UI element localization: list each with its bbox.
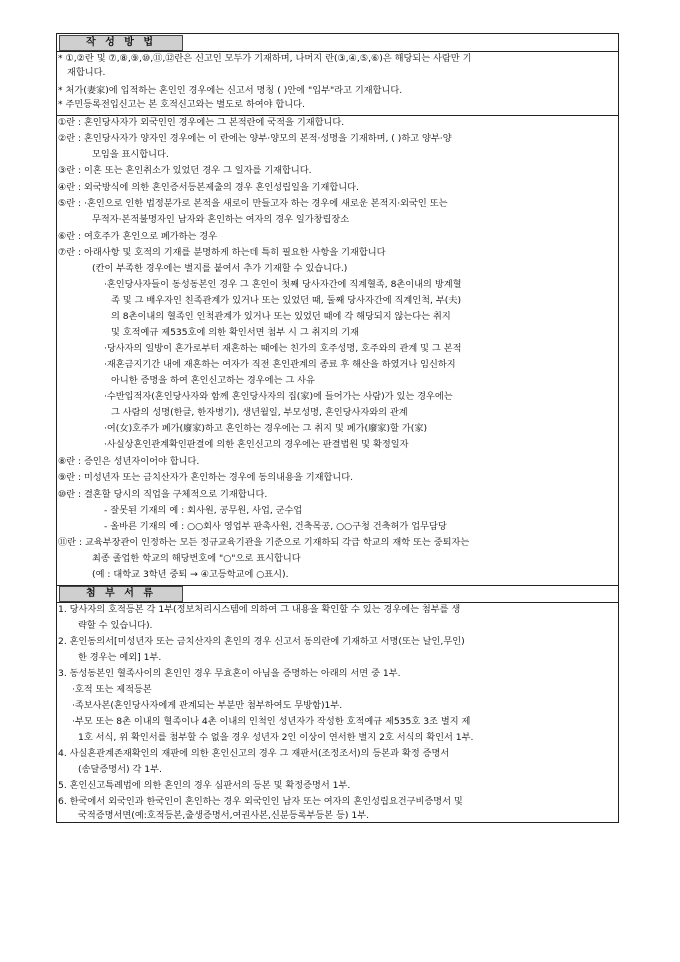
item-instruction: ④란 : 외국방식에 의한 혼인증서등본제출의 경우 혼인성립일을 기재합니다.	[58, 182, 359, 193]
item-instruction: ⑧란 : 증인은 성년자이어야 합니다.	[58, 456, 200, 467]
attachment-item: 4. 사실혼관계존재확인의 재판에 의한 혼인신고의 경우 그 재판서(조정조서)의 등본과 확정 증명서	[58, 748, 450, 759]
item-instruction: 모임을 표시합니다.	[92, 149, 169, 160]
general-note: * ①,②란 및 ⑦,⑧,⑨,⑩,⑪,⑫란은 신고인 모두가 기재하며, 나머지 란(③,④,⑤,⑥)은 해당되는 사람만 기	[58, 53, 472, 64]
item-instruction: ⑦란 : 아래사항 및 호적의 기재를 분명하게 하는데 특히 필요한 사항을 기재합니다	[58, 247, 386, 258]
attachment-item: 국적증명서면(예:호적등본,출생증명서,여권사본,신분등록부등본 등) 1부.	[78, 810, 370, 821]
item-instruction: ·혼인당사자들이 동성동본인 경우 그 혼인이 첫째 당사자간에 직계혈족, 8촌이내의 방계혈	[104, 279, 462, 290]
item-instruction: ⑥란 : 여호주가 혼인으로 폐가하는 경우	[58, 231, 218, 242]
item-instruction: 그 사람의 성명(한글, 한자병기), 생년월일, 부모성명, 혼인당사자와의 관계	[111, 407, 408, 418]
section-title-attachments: 첨 부 서 류	[59, 586, 183, 602]
item-instruction: ·수반입적자(혼인당사자와 함께 혼인당사자의 집(家)에 들어가는 사람)가 있는 경우에는	[104, 391, 453, 402]
item-instruction: ·여(女)호주가 폐가(廢家)하고 혼인하는 경우에는 그 취지 및 폐가(廢家)할 가(家)	[104, 423, 428, 434]
general-note: 재합니다.	[67, 67, 106, 78]
section-title-instructions: 작 성 방 법	[59, 35, 183, 51]
attachment-item: ·부모 또는 8촌 이내의 혈족이나 4촌 이내의 인척인 성년자가 작성한 호적예규 제535호 3조 별지 제	[72, 716, 471, 727]
attachment-item: 략할 수 있습니다).	[78, 620, 153, 631]
item-instruction: 무적자·본적불명자인 남자와 혼인하는 여자의 경우 일가창립장소	[92, 214, 350, 225]
item-instruction: ·당사자의 일방이 혼가로부터 재혼하는 때에는 친가의 호주성명, 호주와의 관계 및 그 본적	[104, 343, 462, 354]
item-instruction: 최종 졸업한 학교의 해당번호에 "○"으로 표시합니다	[92, 553, 301, 564]
general-note: * 처가(妻家)에 입적하는 혼인인 경우에는 신고서 명칭 ( )안에 "입부"라고 기재합니다.	[58, 85, 403, 96]
item-instruction: (칸이 부족한 경우에는 별지를 붙여서 추가 기재할 수 있습니다.)	[92, 263, 348, 274]
item-instruction: ⑪란 : 교육부장관이 인정하는 모든 정규교육기관을 기준으로 기재하되 각급 학교의 재학 또는 중퇴자는	[58, 537, 470, 548]
item-instruction: (예 : 대학교 3학년 중퇴 → ④고등학교에 ○표시).	[92, 569, 289, 580]
attachment-item: ·호적 또는 제적등본	[72, 684, 152, 695]
attachment-item: 1호 서식, 위 확인서를 첨부할 수 없을 경우 성년자 2인 이상이 연서한 별지 2호 서식의 확인서 1부.	[78, 732, 474, 743]
attachment-item: 1. 당사자의 호적등본 각 1부(정보처리시스템에 의하여 그 내용을 확인할 수 있는 경우에는 첨부를 생	[58, 604, 461, 615]
attachment-item: 3. 동성동본인 혈족사이의 혼인인 경우 무효혼이 아님을 증명하는 아래의 서면 중 1부.	[58, 668, 401, 679]
item-instruction: ②란 : 혼인당사자가 양자인 경우에는 이 란에는 양부·양모의 본적·성명을 기재하며, ( )하고 양부·양	[58, 133, 452, 144]
item-instruction: ⑩란 : 결혼할 당시의 직업을 구체적으로 기재합니다.	[58, 489, 268, 500]
attachment-item: 5. 혼인신고특례법에 의한 혼인의 경우 심판서의 등본 및 확정증명서 1부.	[58, 780, 351, 791]
attachment-item: ·족보사본(혼인당사자에게 관계되는 부분만 첨부하여도 무방함)1부.	[72, 700, 343, 711]
item-instruction: 아니한 증명을 하여 혼인신고하는 경우에는 그 사유	[111, 375, 315, 386]
item-instruction: 및 호적예규 제535호에 의한 확인서면 첨부 시 그 취지의 기재	[111, 327, 359, 338]
item-instruction: ①란 : 혼인당사자가 외국인인 경우에는 그 본적란에 국적을 기재합니다.	[58, 117, 345, 128]
general-note: * 주민등록전입신고는 본 호적신고와는 별도로 하여야 합니다.	[58, 99, 305, 110]
item-instruction: - 올바른 기재의 예 : ○○회사 영업부 판촉사원, 건축목공, ○○구청 건축허가 업무담당	[104, 521, 447, 532]
item-instruction: ③란 : 이혼 또는 혼인취소가 있었던 경우 그 일자를 기재합니다.	[58, 165, 312, 176]
attachment-item: 6. 한국에서 외국인과 한국인이 혼인하는 경우 외국인인 남자 또는 여자의 혼인성립요건구비증명서 및	[58, 796, 463, 807]
item-instruction: ⑤란 : ·혼인으로 인한 법정분가로 본적을 새로이 만들고자 하는 경우에 새로운 본적지·외국인 또는	[58, 198, 448, 209]
item-instruction: ⑨란 : 미성년자 또는 금치산자가 혼인하는 경우에 동의내용을 기재합니다.	[58, 472, 353, 483]
item-instruction: 의 8촌이내의 혈족인 인척관계가 있거나 또는 있었던 때에 각 해당되지 않는다는 취지	[111, 311, 451, 322]
attachment-item: 2. 혼인동의서[미성년자 또는 금치산자의 혼인의 경우 신고서 동의란에 기재하고 서명(또는 날인,무인)	[58, 636, 465, 647]
item-instruction: ·재혼금지기간 내에 재혼하는 여자가 직전 혼인관계의 종료 후 해산을 하였거나 임신하지	[104, 359, 456, 370]
item-instruction: - 잘못된 기재의 예 : 회사원, 공무원, 사업, 군수업	[104, 505, 303, 516]
item-instruction: 족 및 그 배우자인 친족관계가 있거나 또는 있었던 때, 둘째 당사자간에 직계인척, 부(夫)	[111, 295, 462, 306]
attachment-item: 한 경우는 예외] 1부.	[78, 652, 162, 663]
attachment-item: (송달증명서) 각 1부.	[78, 764, 162, 775]
item-instruction: ·사실상혼인관계확인판결에 의한 혼인신고의 경우에는 판결법원 및 확정일자	[104, 439, 409, 450]
